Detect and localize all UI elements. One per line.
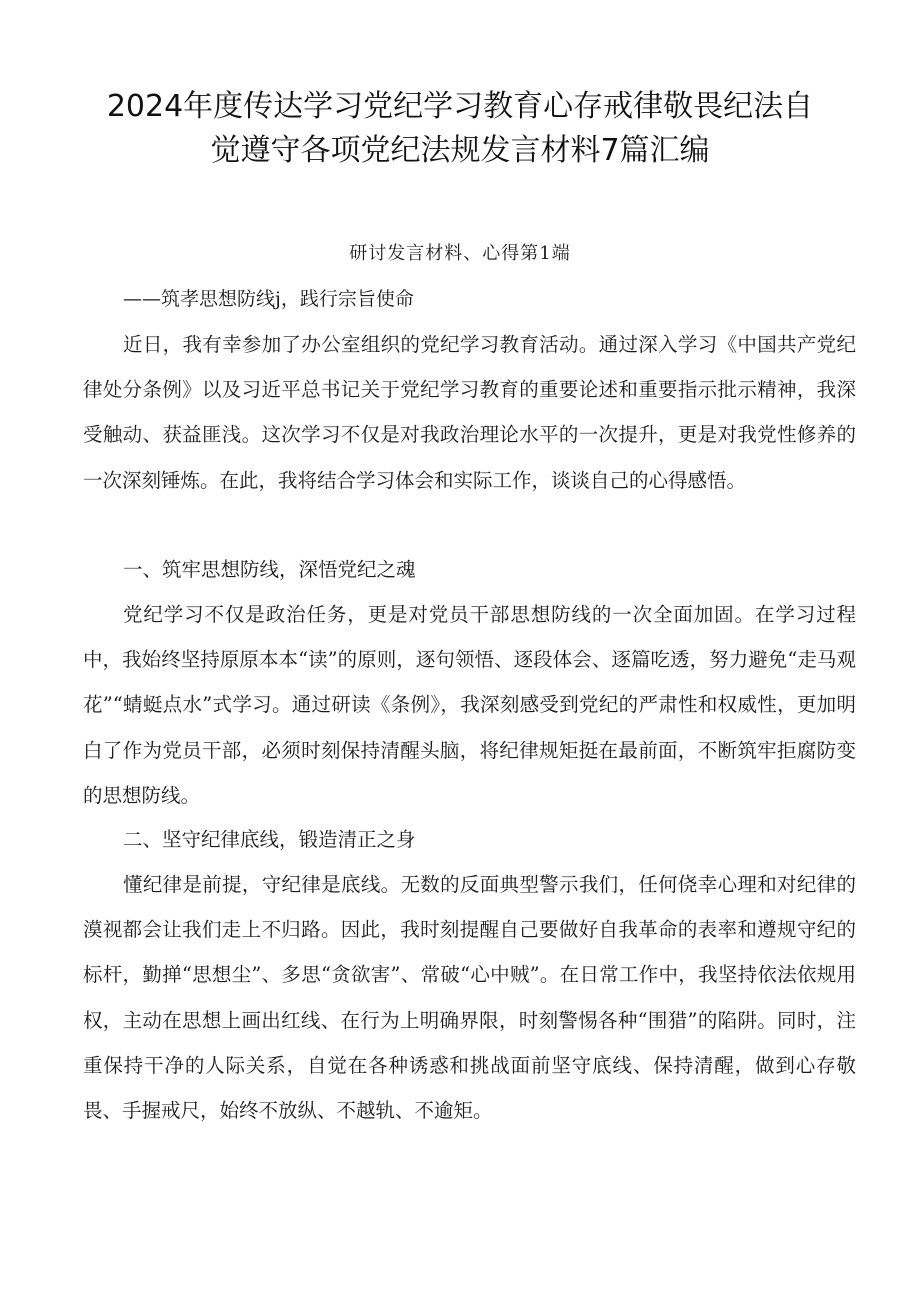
body-paragraph: 近日，我有幸参加了办公室组织的党纪学习教育活动。通过深入学习《中国共产党纪律处分条例》以及习近平总书记关于党纪学习教育的重要论述和重要指示批示精神，我深受触动、获益匪浅。这次学习不仅是对我政治理论水平的一次提升，更是对我党性修养的一次深刻锤炼。在此，我将结合学习体会和实际工作，谈谈自己的心得感悟。 (83, 333, 856, 492)
document-title-line-1: 2024年度传达学习党纪学习教育心存戒律敬畏纪法自 (106, 89, 814, 124)
section-heading: 研讨发言材料、心得第1端 (349, 243, 571, 264)
document-title-line-2: 觉遵守各项党纪法规发言材料7篇汇编 (210, 133, 710, 168)
subsection-heading: 二、坚守纪律底线，锻造清正之身 (123, 828, 416, 851)
section-subtitle: ——筑孝思想防线j，践行宗旨使命 (123, 288, 414, 310)
subsection-heading: 一、筑牢思想防线，深悟党纪之魂 (123, 558, 416, 581)
body-paragraph: 党纪学习不仅是政治任务，更是对党员干部思想防线的一次全面加固。在学习过程中，我始终坚持原原本本“读”的原则，逐句领悟、逐段体会、逐篇吃透，努力避免“走马观花”“蜻蜓点水”式学习。通过研读《条例》，我深刻感受到党纪的严肃性和权威性，更加明白了作为党员干部，必须时刻保持清醒头脑，将纪律规矩挺在最前面，不断筑牢拒腐防变的思想防线。 (83, 603, 856, 807)
body-paragraph: 懂纪律是前提，守纪律是底线。无数的反面典型警示我们，任何侥幸心理和对纪律的漠视都会让我们走上不归路。因此，我时刻提醒自己要做好自我革命的表率和遵规守纪的标杆，勤掸“思想尘”、多思“贪欲害”、常破“心中贼”。在日常工作中，我坚持依法依规用权，主动在思想上画出红线、在行为上明确界限，时刻警惕各种“围猎”的陷阱。同时，注重保持干净的人际关系，自觉在各种诱惑和挑战面前坚守底线、保持清醒，做到心存敬畏、手握戒尺，始终不放纵、不越轨、不逾矩。 (83, 873, 856, 1123)
